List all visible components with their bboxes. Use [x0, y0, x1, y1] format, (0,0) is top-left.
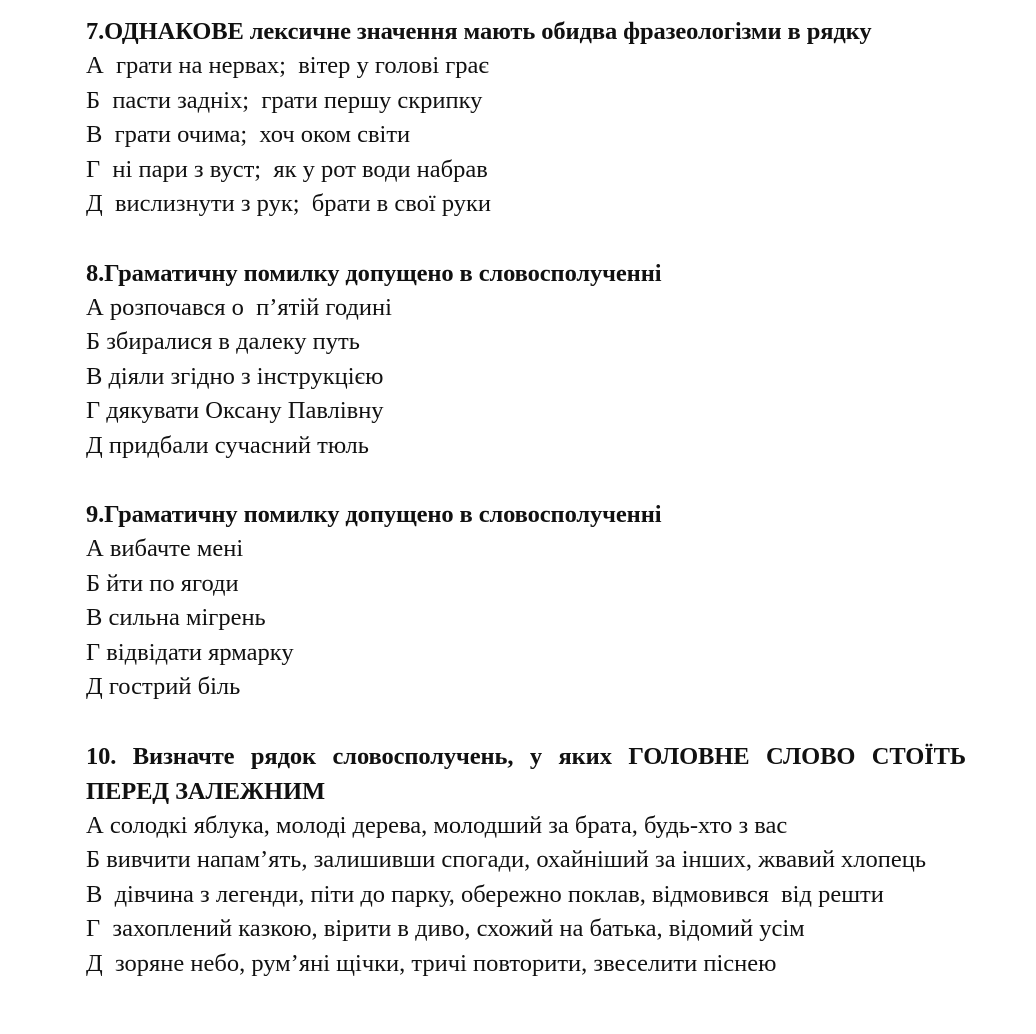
question-7-title: 7.ОДНАКОВЕ лексичне значення мають обидва фразеологізми в рядку	[86, 18, 872, 45]
question-8-option-a: А розпочався о п’ятій годині	[86, 293, 392, 321]
question-7-option-b: Б пасти задніх; грати першу скрипку	[86, 86, 483, 114]
question-8-title: 8.Граматичну помилку допущено в словосполученні	[86, 259, 662, 287]
question-10-option-a: А солодкі яблука, молоді дерева, молодший за брата, будь-хто з вас	[86, 811, 788, 839]
question-8	[86, 256, 966, 464]
question-9-option-h: Г відвідати ярмарку	[86, 638, 294, 666]
question-10-option-b: Б вивчити напам’ять, залишивши спогади, охайніший за інших, жвавий хлопець	[86, 846, 927, 873]
question-9-option-v: В сильна мігрень	[86, 604, 266, 631]
question-7-option-h: Г ні пари з вуст; як у рот води набрав	[86, 155, 488, 183]
question-7-option-v: В грати очима; хоч оком світи	[86, 121, 411, 148]
spacer	[86, 705, 966, 739]
question-9-option-a: А вибачте мені	[86, 535, 244, 562]
spacer	[86, 463, 966, 497]
question-8-option-d: Д придбали сучасний тюль	[86, 431, 369, 459]
question-7	[86, 14, 966, 222]
question-10-option-d: Д зоряне небо, рум’яні щічки, тричі повторити, звеселити піснею	[86, 949, 777, 977]
spacer	[86, 222, 966, 256]
question-7-option-d: Д вислизнути з рук; брати в свої руки	[86, 190, 492, 217]
question-7-option-a: А грати на нервах; вітер у голові грає	[86, 52, 489, 79]
question-9-title: 9.Граматичну помилку допущено в словосполученні	[86, 501, 662, 528]
question-8-option-h: Г дякувати Оксану Павлівну	[86, 397, 384, 424]
question-8-option-b: Б збиралися в далеку путь	[86, 328, 360, 355]
question-9-option-b: Б йти по ягоди	[86, 569, 239, 597]
question-10-title: 10. Визначте рядок словосполучень, у яких ГОЛОВНЕ СЛОВО СТОЇТЬ ПЕРЕД ЗАЛЕЖНИМ	[86, 742, 966, 805]
question-10-option-v: В дівчина з легенди, піти до парку, обережно поклав, відмовився від решти	[86, 880, 884, 908]
question-10-option-h: Г захоплений казкою, вірити в диво, схожий на батька, відомий усім	[86, 915, 805, 942]
question-8-option-v: В діяли згідно з інструкцією	[86, 362, 384, 390]
question-9-option-d: Д гострий біль	[86, 673, 241, 700]
test-page	[86, 14, 966, 981]
question-10	[86, 739, 966, 982]
question-9	[86, 497, 966, 705]
